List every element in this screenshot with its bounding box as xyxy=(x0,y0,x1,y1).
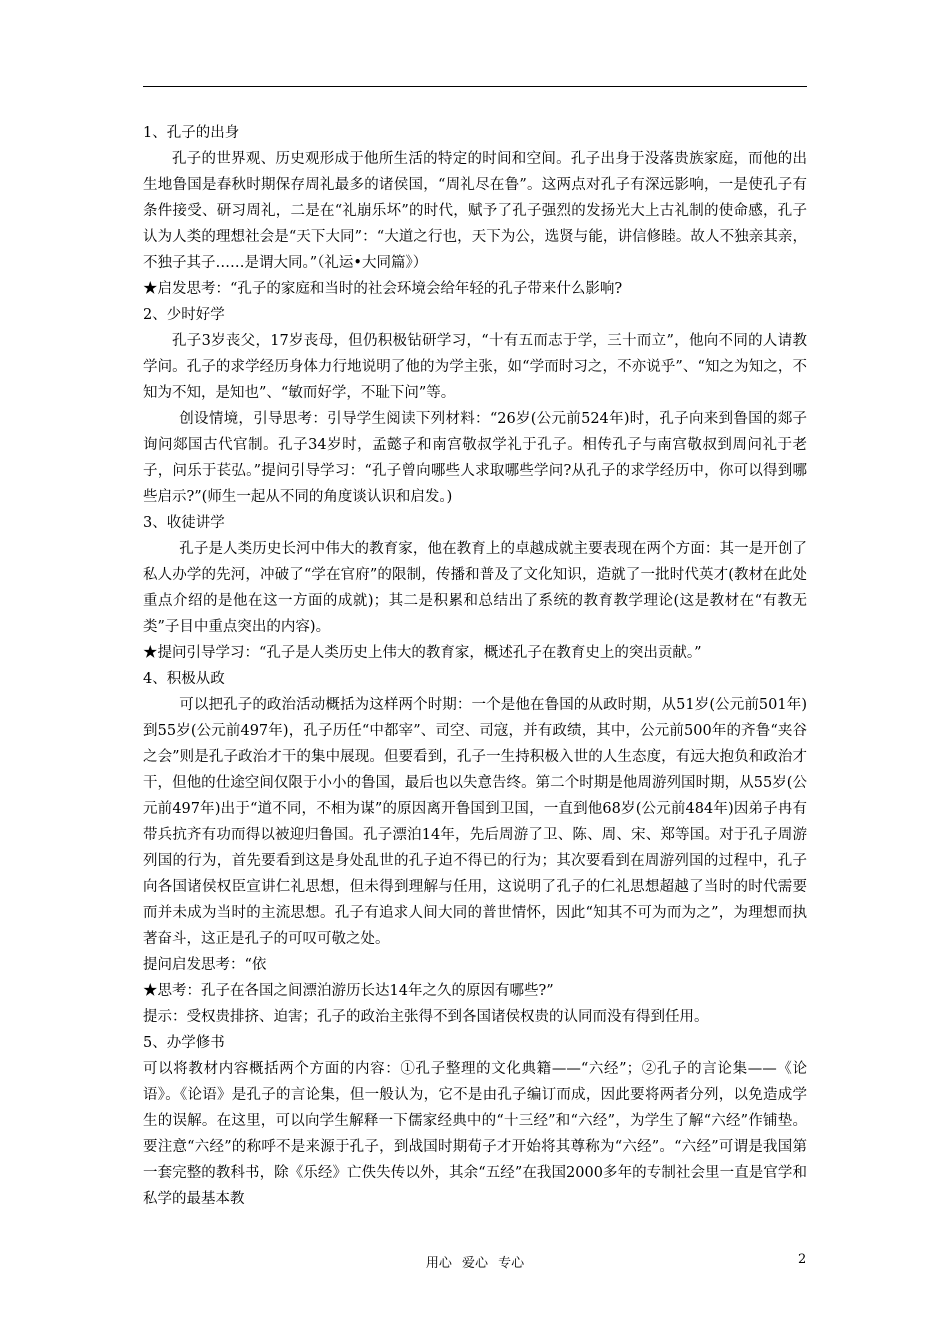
section-heading-study: 2、少时好学 xyxy=(143,307,225,323)
section-heading-origin: 1、孔子的出身 xyxy=(143,125,240,141)
hint-politics: 提示：受权贵排挤、迫害；孔子的政治主张得不到各国诸侯权贵的认同而没有得到任用。 xyxy=(143,1009,709,1025)
prompt-education-contribution: ★提问引导学习：“孔子是人类历史上伟大的教育家，概述孔子在教育史上的突出贡献。” xyxy=(143,645,702,661)
section-heading-books: 5、办学修书 xyxy=(143,1035,225,1051)
paragraph-study-materials: 创设情境，引导思考：引导学生阅读下列材料：“26岁(公元前524年)时，孔子向来到鲁国的郯子询问郯国古代官制。孔子34岁时，孟懿子和南宫敬叔学礼于孔子。相传孔子与南宫敬叔到周问礼于老子，问乐于苌弘。”提问引导学习：“孔子曾向哪些人求取哪些学问?从孔子的求学经历中，你可以得到哪些启示?”(师生一起从不同的角度谈认识和启发。) xyxy=(143,411,807,505)
paragraph-study: 孔子3岁丧父，17岁丧母，但仍积极钻研学习，“十有五而志于学，三十而立”，他向不同的人请教学问。孔子的求学经历身体力行地说明了他的为学主张，如“学而时习之，不亦说乎”、“知之为知之，不知为不知，是知也”、“敏而好学，不耻下问”等。 xyxy=(143,333,807,401)
paragraph-books: 可以将教材内容概括两个方面的内容：①孔子整理的文化典籍——“六经”；②孔子的言论集——《论语》。《论语》是孔子的言论集，但一般认为，它不是由孔子编订而成，因此要将两者分列，以免造成学生的误解。在这里，可以向学生解释一下儒家经典中的“十三经”和“六经”，为学生了解“六经”作铺垫。要注意“六经”的称呼不是来源于孔子，到战国时期荀子才开始将其尊称为“六经”。“六经”可谓是我国第一套完整的教科书，除《乐经》亡佚失传以外，其余“五经”在我国2000多年的专制社会里一直是官学和私学的最基本教 xyxy=(143,1061,807,1207)
footer-motto: 用心 爱心 专心 xyxy=(425,1256,525,1271)
prompt-politics-1: 提问启发思考：“依 xyxy=(143,957,267,973)
paragraph-teaching: 孔子是人类历史长河中伟大的教育家，他在教育上的卓越成就主要表现在两个方面：其一是开创了私人办学的先河，冲破了“学在官府”的限制，传播和普及了文化知识，造就了一批时代英才(教材在此处重点介绍的是他在这一方面的成就)；其二是积累和总结出了系统的教育教学理论(这是教材在“有教无类”子目中重点突出的内容)。 xyxy=(143,541,807,635)
paragraph-origin: 孔子的世界观、历史观形成于他所生活的特定的时间和空间。孔子出身于没落贵族家庭，而他的出生地鲁国是春秋时期保存周礼最多的诸侯国，“周礼尽在鲁”。这两点对孔子有深远影响，一是使孔子有条件接受、研习周礼，二是在“礼崩乐坏”的时代，赋予了孔子强烈的发扬光大上古礼制的使命感，孔子认为人类的理想社会是“天下大同”：“大道之行也，天下为公，选贤与能，讲信修睦。故人不独亲其亲，不独子其子……是谓大同。”（礼运•大同篇》） xyxy=(143,151,807,271)
prompt-politics-2: ★思考：孔子在各国之间漂泊游历长达14年之久的原因有哪些?” xyxy=(143,983,554,999)
paragraph-politics: 可以把孔子的政治活动概括为这样两个时期：一个是他在鲁国的从政时期，从51岁(公元前501年)到55岁(公元前497年)，孔子历任“中都宰”、司空、司寇，并有政绩，其中，公元前500年的齐鲁“夹谷之会”则是孔子政治才干的集中展现。但要看到，孔子一生持积极入世的人生态度，有远大抱负和政治才干，但他的仕途空间仅限于小小的鲁国，最后也以失意告终。第二个时期是他周游列国时期，从55岁(公元前497年)出于“道不同，不相为谋”的原因离开鲁国到卫国，一直到他68岁(公元前484年)因弟子冉有带兵抗齐有功而得以被迎归鲁国。孔子漂泊14年，先后周游了卫、陈、周、宋、郑等国。对于孔子周游列国的行为，首先要看到这是身处乱世的孔子迫不得已的行为；其次要看到在周游列国的过程中，孔子向各国诸侯权臣宣讲仁礼思想，但未得到理解与任用，这说明了孔子的仁礼思想超越了当时的时代需要而并未成为当时的主流思想。孔子有追求人间大同的普世情怀，因此“知其不可为而为之”，为理想而执著奋斗，这正是孔子的可叹可敬之处。 xyxy=(143,697,807,947)
header-rule xyxy=(143,86,807,87)
section-heading-teaching: 3、收徒讲学 xyxy=(143,515,225,531)
page-footer xyxy=(0,1252,950,1272)
prompt-family-influence: ★启发思考：“孔子的家庭和当时的社会环境会给年轻的孔子带来什么影响? xyxy=(143,281,623,297)
document-body xyxy=(143,120,807,1212)
page-number: 2 xyxy=(798,1252,807,1267)
section-heading-politics: 4、积极从政 xyxy=(143,671,225,687)
